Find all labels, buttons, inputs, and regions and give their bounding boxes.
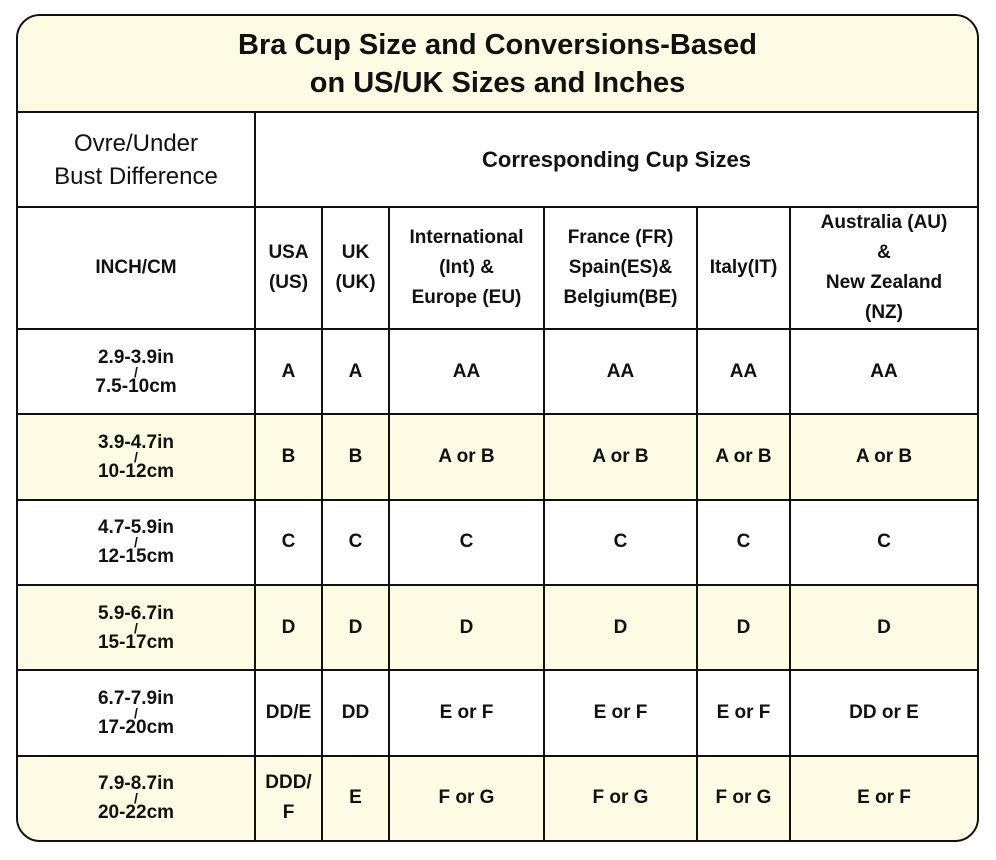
cup-size-cell-australia-new-zealand: E or F bbox=[790, 756, 977, 840]
table-row bbox=[18, 414, 977, 499]
cup-size-cell-uk: DD bbox=[322, 670, 389, 755]
cup-size-cell-italy: E or F bbox=[697, 670, 790, 755]
cup-size-cell-france-spain-belgium: D bbox=[544, 585, 697, 670]
table-row bbox=[18, 756, 977, 840]
header-line: Ovre/Under bbox=[73, 129, 199, 157]
cup-size-cell-uk: D bbox=[322, 585, 389, 670]
range-sep: / bbox=[134, 704, 138, 721]
column-header-inch-cm: INCH/CM bbox=[18, 207, 255, 329]
cup-size-cell-australia-new-zealand: AA bbox=[790, 329, 977, 414]
cup-size-table bbox=[18, 16, 977, 840]
cup-size-cell-italy: C bbox=[697, 500, 790, 585]
range-in: 3.9-4.7in bbox=[97, 432, 175, 454]
range-in: 2.9-3.9in bbox=[97, 346, 175, 368]
cup-size-cell-italy: F or G bbox=[697, 756, 790, 840]
column-header-usa: USA (US) bbox=[255, 207, 322, 329]
cup-size-cell-international-europe: F or G bbox=[389, 756, 544, 840]
cup-size-cell-italy: D bbox=[697, 585, 790, 670]
table-title bbox=[18, 16, 977, 112]
column-header-france-spain-belgium: France (FR) Spain(ES)& Belgium(BE) bbox=[544, 207, 697, 329]
header-line: Bust Difference bbox=[54, 162, 218, 190]
title-line-2: on US/UK Sizes and Inches bbox=[309, 66, 686, 99]
cup-size-cell-france-spain-belgium: E or F bbox=[544, 670, 697, 755]
range-cm: 15-17cm bbox=[97, 631, 175, 653]
cup-size-cell-international-europe: E or F bbox=[389, 670, 544, 755]
column-header-uk: UK (UK) bbox=[322, 207, 389, 329]
column-header-australia-new-zealand: Australia (AU) & New Zealand (NZ) bbox=[790, 207, 977, 329]
cup-size-cell-australia-new-zealand: D bbox=[790, 585, 977, 670]
range-in: 7.9-8.7in bbox=[97, 773, 175, 795]
cup-size-cell-france-spain-belgium: F or G bbox=[544, 756, 697, 840]
cup-size-cell-france-spain-belgium: A or B bbox=[544, 414, 697, 499]
range-cm: 7.5-10cm bbox=[95, 375, 177, 397]
range-cell bbox=[18, 585, 255, 670]
cup-size-cell-italy: AA bbox=[697, 329, 790, 414]
cup-size-cell-australia-new-zealand: A or B bbox=[790, 414, 977, 499]
cup-size-cell-usa: C bbox=[255, 500, 322, 585]
range-cell bbox=[18, 756, 255, 840]
cup-size-cell-italy: A or B bbox=[697, 414, 790, 499]
cup-size-cell-france-spain-belgium: AA bbox=[544, 329, 697, 414]
range-sep: / bbox=[134, 619, 138, 636]
range-sep: / bbox=[134, 363, 138, 380]
range-cm: 10-12cm bbox=[97, 461, 175, 483]
range-in: 5.9-6.7in bbox=[97, 602, 175, 624]
table-row bbox=[18, 670, 977, 755]
range-cell bbox=[18, 670, 255, 755]
bust-difference-header bbox=[18, 112, 255, 206]
column-header-international-europe: International (Int) & Europe (EU) bbox=[389, 207, 544, 329]
range-cm: 20-22cm bbox=[97, 802, 175, 824]
cup-size-cell-international-europe: C bbox=[389, 500, 544, 585]
range-in: 4.7-5.9in bbox=[97, 517, 175, 539]
cup-size-cell-international-europe: AA bbox=[389, 329, 544, 414]
cup-size-cell-uk: C bbox=[322, 500, 389, 585]
table-row bbox=[18, 329, 977, 414]
cup-size-cell-usa: DDD/ F bbox=[255, 756, 322, 840]
cup-size-cell-uk: A bbox=[322, 329, 389, 414]
range-cell bbox=[18, 500, 255, 585]
range-cell bbox=[18, 329, 255, 414]
table-row bbox=[18, 500, 977, 585]
range-sep: / bbox=[134, 449, 138, 466]
table-row bbox=[18, 585, 977, 670]
cup-size-cell-usa: DD/E bbox=[255, 670, 322, 755]
range-sep: / bbox=[134, 790, 138, 807]
cup-size-table-container bbox=[16, 14, 979, 842]
cup-size-cell-france-spain-belgium: C bbox=[544, 500, 697, 585]
title-line-1: Bra Cup Size and Conversions-Based bbox=[238, 28, 757, 61]
range-cm: 12-15cm bbox=[97, 546, 175, 568]
cup-size-cell-australia-new-zealand: C bbox=[790, 500, 977, 585]
cup-size-cell-international-europe: D bbox=[389, 585, 544, 670]
cup-size-cell-australia-new-zealand: DD or E bbox=[790, 670, 977, 755]
cup-size-cell-uk: B bbox=[322, 414, 389, 499]
column-header-italy: Italy(IT) bbox=[697, 207, 790, 329]
cup-size-cell-usa: B bbox=[255, 414, 322, 499]
cup-size-cell-usa: A bbox=[255, 329, 322, 414]
range-cm: 17-20cm bbox=[97, 716, 175, 738]
cup-size-cell-international-europe: A or B bbox=[389, 414, 544, 499]
cup-sizes-header: Corresponding Cup Sizes bbox=[255, 112, 977, 206]
cup-size-cell-uk: E bbox=[322, 756, 389, 840]
range-in: 6.7-7.9in bbox=[97, 687, 175, 709]
range-sep: / bbox=[134, 534, 138, 551]
cup-size-cell-usa: D bbox=[255, 585, 322, 670]
range-cell bbox=[18, 414, 255, 499]
